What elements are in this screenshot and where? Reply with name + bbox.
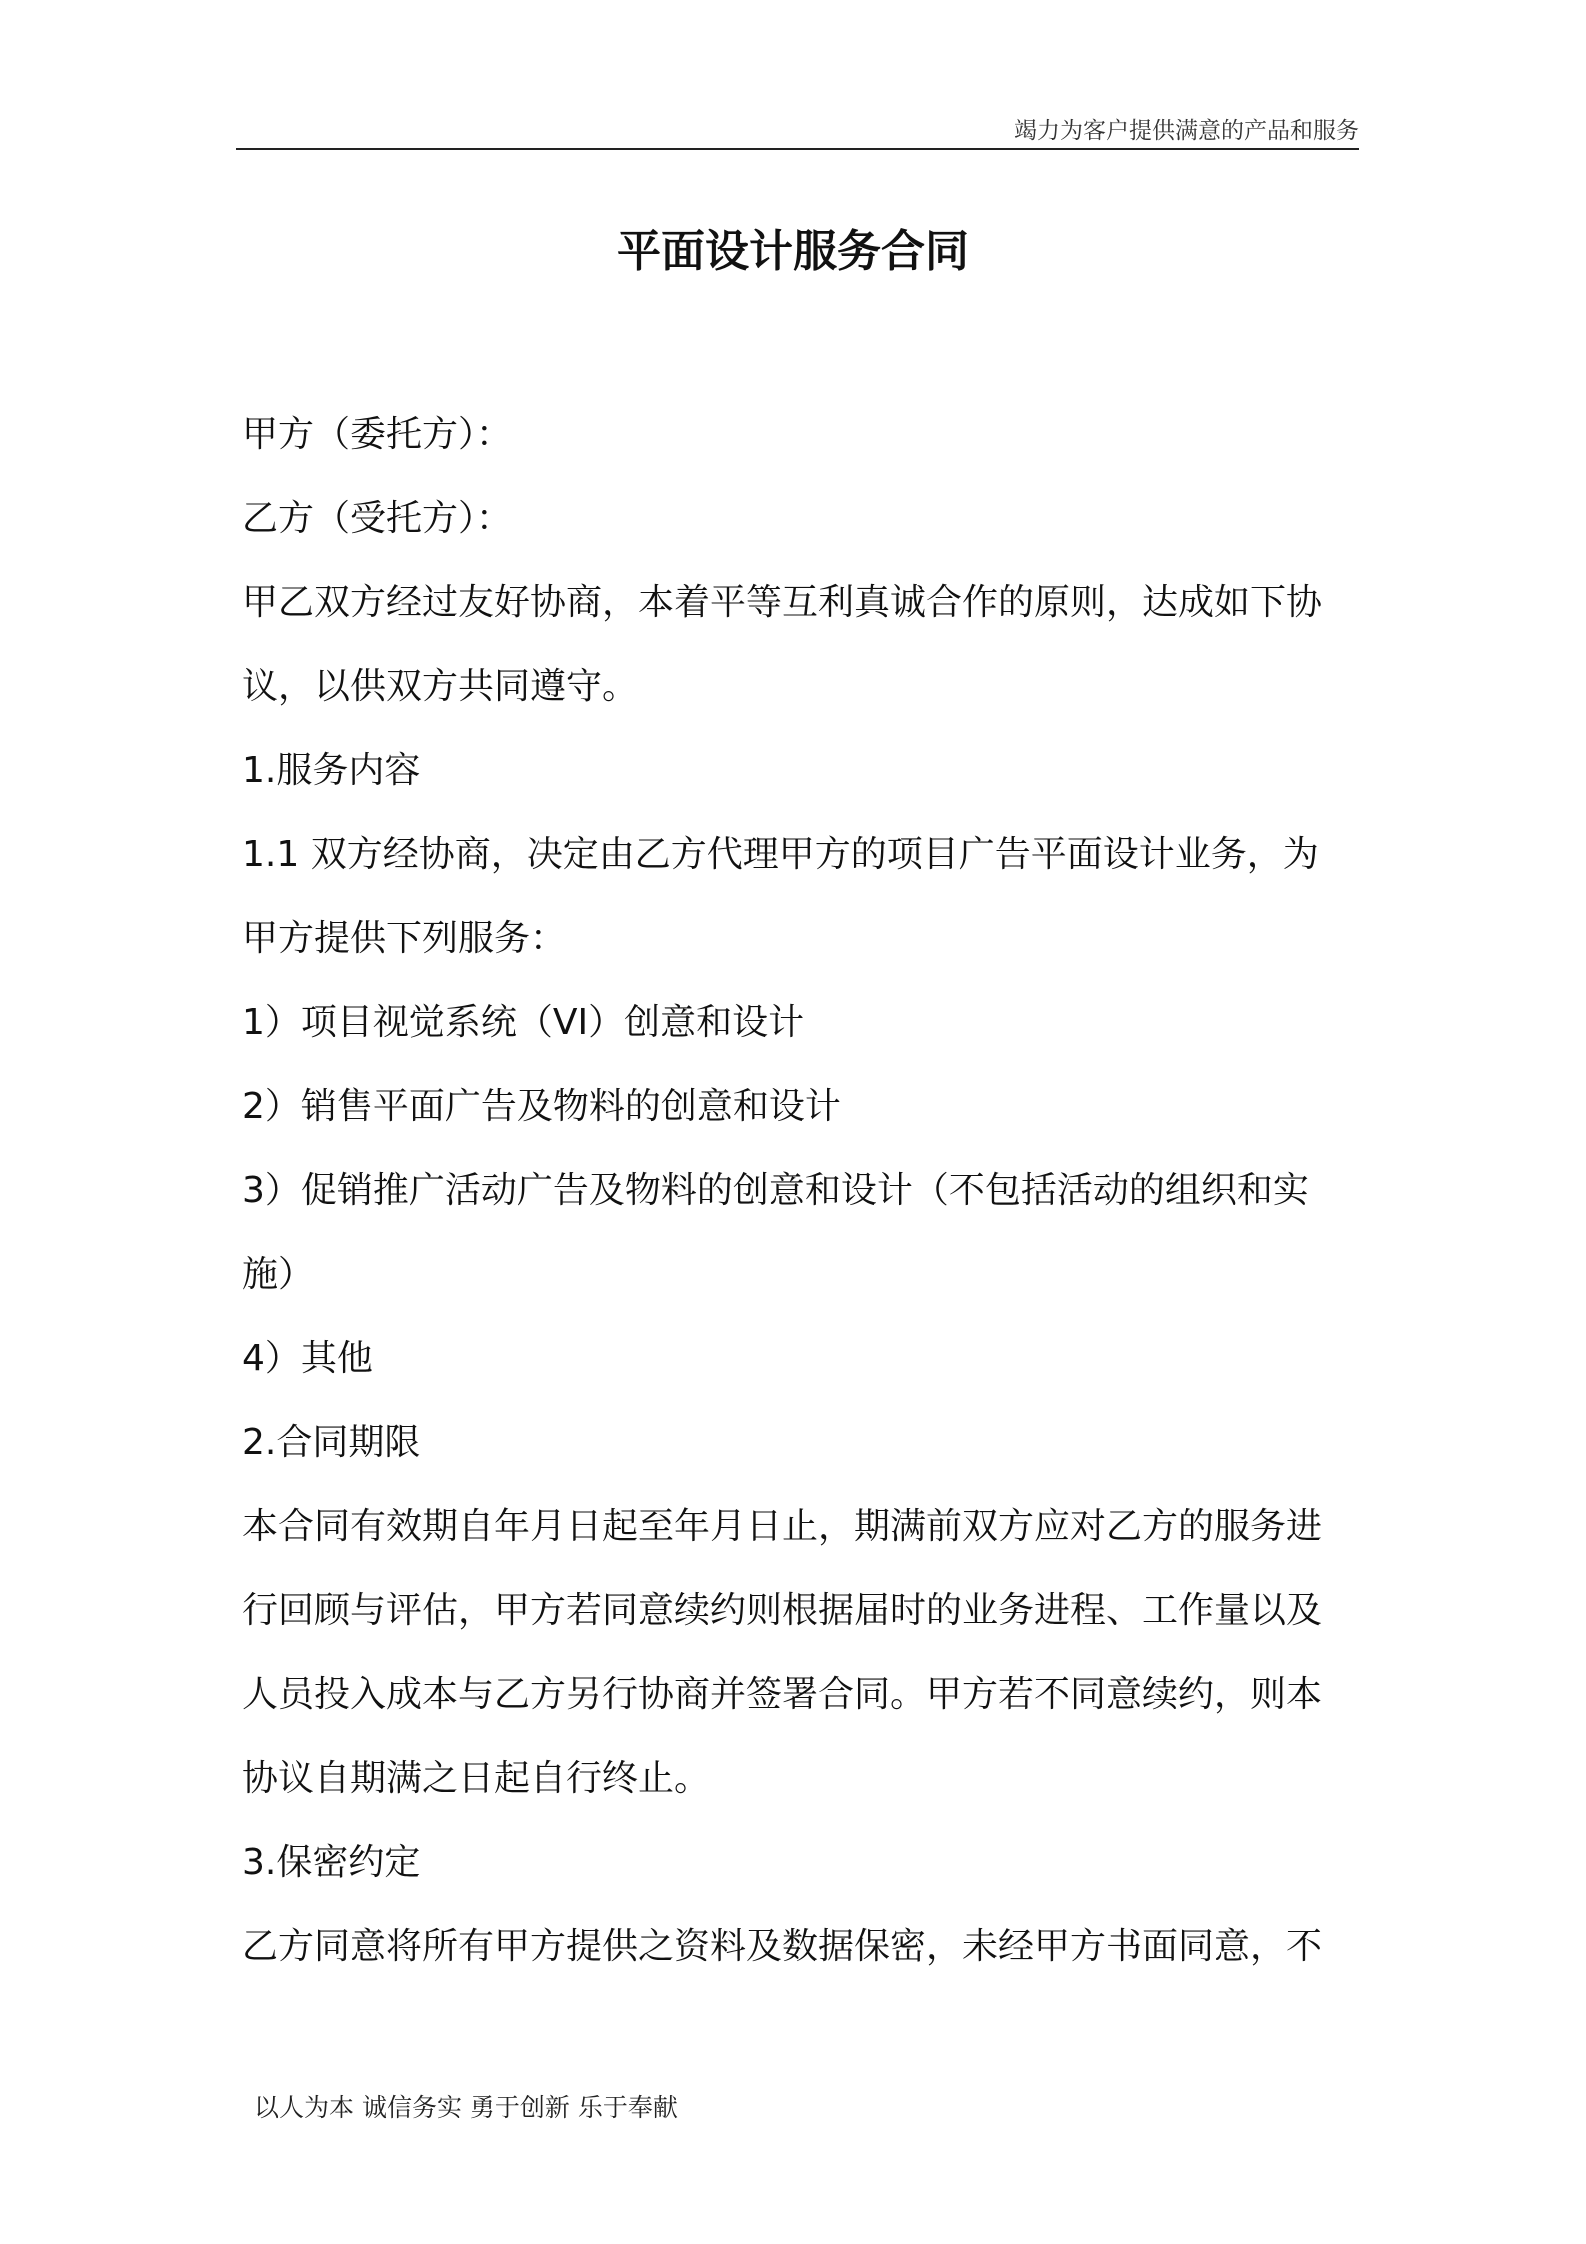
clause-line: 本合同有效期自年月日起至年月日止，期满前双方应对乙方的服务进 [242,1506,1323,1547]
party-a-line: 甲方（委托方）： [242,414,513,455]
preamble-line: 议，以供双方共同遵守。 [242,666,639,707]
service-list-item: 施） [242,1254,315,1295]
section-heading: 2.合同期限 [242,1422,421,1463]
header-slogan: 竭力为客户提供满意的产品和服务 [1014,118,1359,144]
service-list-item: 4）其他 [242,1338,373,1379]
service-list-item: 3）促销推广活动广告及物料的创意和设计（不包括活动的组织和实 [242,1170,1309,1211]
clause-line: 乙方同意将所有甲方提供之资料及数据保密，未经甲方书面同意，不 [242,1926,1323,1967]
section-heading: 1.服务内容 [242,750,421,791]
footer-motto: 以人为本 诚信务实 勇于创新 乐于奉献 [254,2093,678,2122]
service-list-item: 2）销售平面广告及物料的创意和设计 [242,1086,841,1127]
clause-line: 人员投入成本与乙方另行协商并签署合同。甲方若不同意续约，则本 [242,1674,1323,1715]
document-title: 平面设计服务合同 [617,226,969,277]
preamble-line: 甲乙双方经过友好协商，本着平等互利真诚合作的原则，达成如下协 [242,582,1323,623]
clause-line: 行回顾与评估，甲方若同意续约则根据届时的业务进程、工作量以及 [242,1590,1323,1631]
service-list-item: 1）项目视觉系统（VI）创意和设计 [242,1002,805,1043]
section-heading: 3.保密约定 [242,1842,421,1883]
party-b-line: 乙方（受托方）： [242,498,513,539]
clause-line: 协议自期满之日起自行终止。 [242,1758,711,1799]
clause-line: 1.1 双方经协商，决定由乙方代理甲方的项目广告平面设计业务，为 [242,834,1319,875]
page-header [236,110,1359,150]
clause-line: 甲方提供下列服务： [242,918,567,959]
